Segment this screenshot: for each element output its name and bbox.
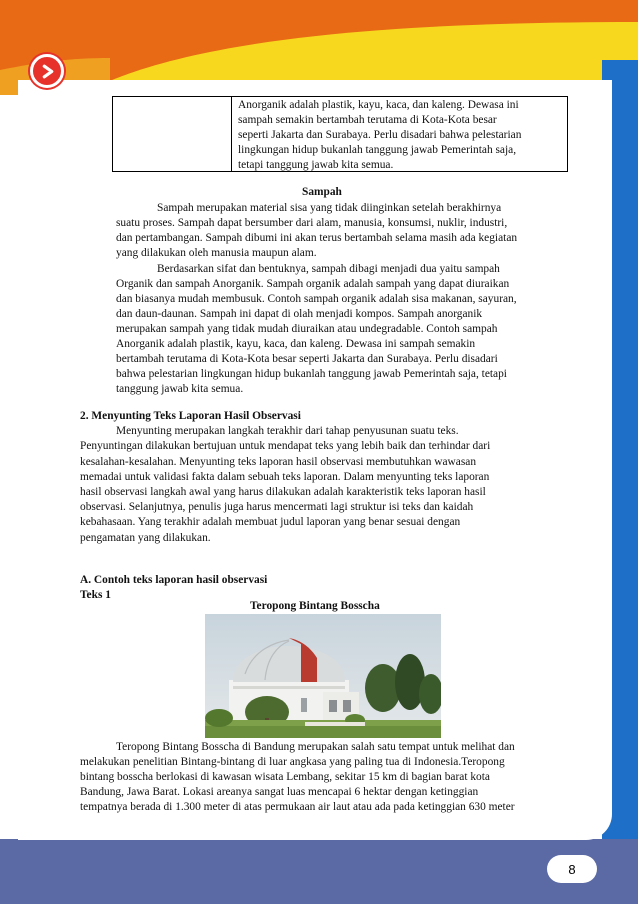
text-table: [112, 96, 568, 172]
page-number: 8: [547, 855, 597, 883]
report-line: tempatnya berada di 1.300 meter di atas permukaan air laut atau ada pada ketinggian 630 meter: [80, 801, 515, 813]
sampah-line: Organik dan sampah Anorganik. Sampah organik adalah sampah yang dapat diuraikan: [116, 278, 510, 290]
sampah-line: suatu proses. Sampah dapat bersumber dari alam, manusia, konsumsi, nuklir, industri,: [116, 217, 508, 229]
table-line: lingkungan hidup bukanlah tanggung jawab Pemerintah saja,: [238, 144, 517, 156]
report-line: melakukan penelitian Bintang-bintang di luar angkasa yang paling tua di Indonesia.Teropong: [80, 756, 505, 768]
sampah-line: Sampah merupakan material sisa yang tidak diinginkan setelah berakhirnya: [157, 202, 502, 214]
sampah-line: dan daun-daunan. Sampah ini dapat di olah menjadi kompos. Sampah anorganik: [116, 308, 483, 320]
sampah-line: dan pertambangan. Sampah dibumi ini akan terus bertambah selama masih ada kegiatan: [116, 232, 518, 244]
section2-line: hasil observasi langkah awal yang harus dilakukan adalah karakteristik teks laporan hasil: [80, 486, 486, 498]
sampah-line: tanggung jawab kita semua.: [116, 383, 244, 395]
section2-line: kebahasaan. Yang terakhir adalah membuat judul laporan yang benar sesuai dengan: [80, 516, 461, 528]
section2-line: pengamatan yang dilakukan.: [80, 532, 211, 544]
sampah-line: Berdasarkan sifat dan bentuknya, sampah dibagi menjadi dua yaitu sampah: [157, 263, 500, 275]
section2-line: Menyunting merupakan langkah terakhir dari tahap penyusunan suatu teks.: [116, 425, 459, 437]
footer-band: [0, 839, 638, 904]
table-line: Anorganik adalah plastik, kayu, kaca, dan kaleng. Dewasa ini: [238, 99, 519, 111]
observatory-photo: [205, 614, 441, 738]
report-title: Teropong Bintang Bosscha: [250, 600, 380, 612]
sectionA-subheading: Teks 1: [80, 589, 111, 601]
table-line: tetapi tanggung jawab kita semua.: [238, 159, 394, 171]
sampah-title: Sampah: [302, 186, 342, 198]
sampah-line: merupakan sampah yang tidak mudah diuraikan atau undegradable. Contoh sampah: [116, 323, 498, 335]
sampah-line: dan biasanya mudah membusuk. Contoh sampah organik adalah sisa makanan, sayuran,: [116, 293, 517, 305]
section2-line: observasi. Selanjutnya, penulis juga harus mencermati lagi struktur isi teks dan kaidah: [80, 501, 474, 513]
table-line: seperti Jakarta dan Surabaya. Perlu disadari bahwa pelestarian: [238, 129, 522, 141]
table-cell-text: [232, 97, 567, 171]
table-cell-empty: [113, 97, 232, 171]
report-line: Bandung, Jawa Barat. Lokasi areanya sangat luas mencapai 6 hektar dengan ketinggian: [80, 786, 479, 798]
sampah-line: yang dilakukan oleh manusia maupun alam.: [116, 247, 317, 259]
sampah-line: bertambah terutama di Kota-Kota besar seperti Jakarta dan Surabaya. Perlu disadari: [116, 353, 498, 365]
sectionA-heading: A. Contoh teks laporan hasil observasi: [80, 574, 268, 586]
table-line: sampah semakin bertambah terutama di Kota-Kota besar: [238, 114, 497, 126]
section2-line: Penyuntingan dilakukan bertujuan untuk mendapat teks yang lebih baik dan terhindar dari: [80, 440, 491, 452]
section2-heading: 2. Menyunting Teks Laporan Hasil Observasi: [80, 410, 301, 422]
report-line: bintang bosscha berlokasi di kawasan wisata Lembang, sekitar 15 km di bagian barat kota: [80, 771, 490, 783]
section2-line: kesalahan-kesalahan. Menyunting teks laporan hasil observasi membutuhkan wawasan: [80, 456, 477, 468]
section2-line: memadai untuk validasi fakta dalam sebuah teks laporan. Dalam menyunting teks laporan: [80, 471, 490, 483]
sampah-line: bahwa pelestarian lingkungan hidup bukanlah tanggung jawab Pemerintah saja, tetapi: [116, 368, 507, 380]
sampah-line: Anorganik adalah plastik, kayu, kaca, dan kaleng. Dewasa ini sampah semakin: [116, 338, 476, 350]
report-line: Teropong Bintang Bosscha di Bandung merupakan salah satu tempat untuk melihat dan: [116, 741, 515, 753]
play-icon[interactable]: [30, 54, 64, 88]
